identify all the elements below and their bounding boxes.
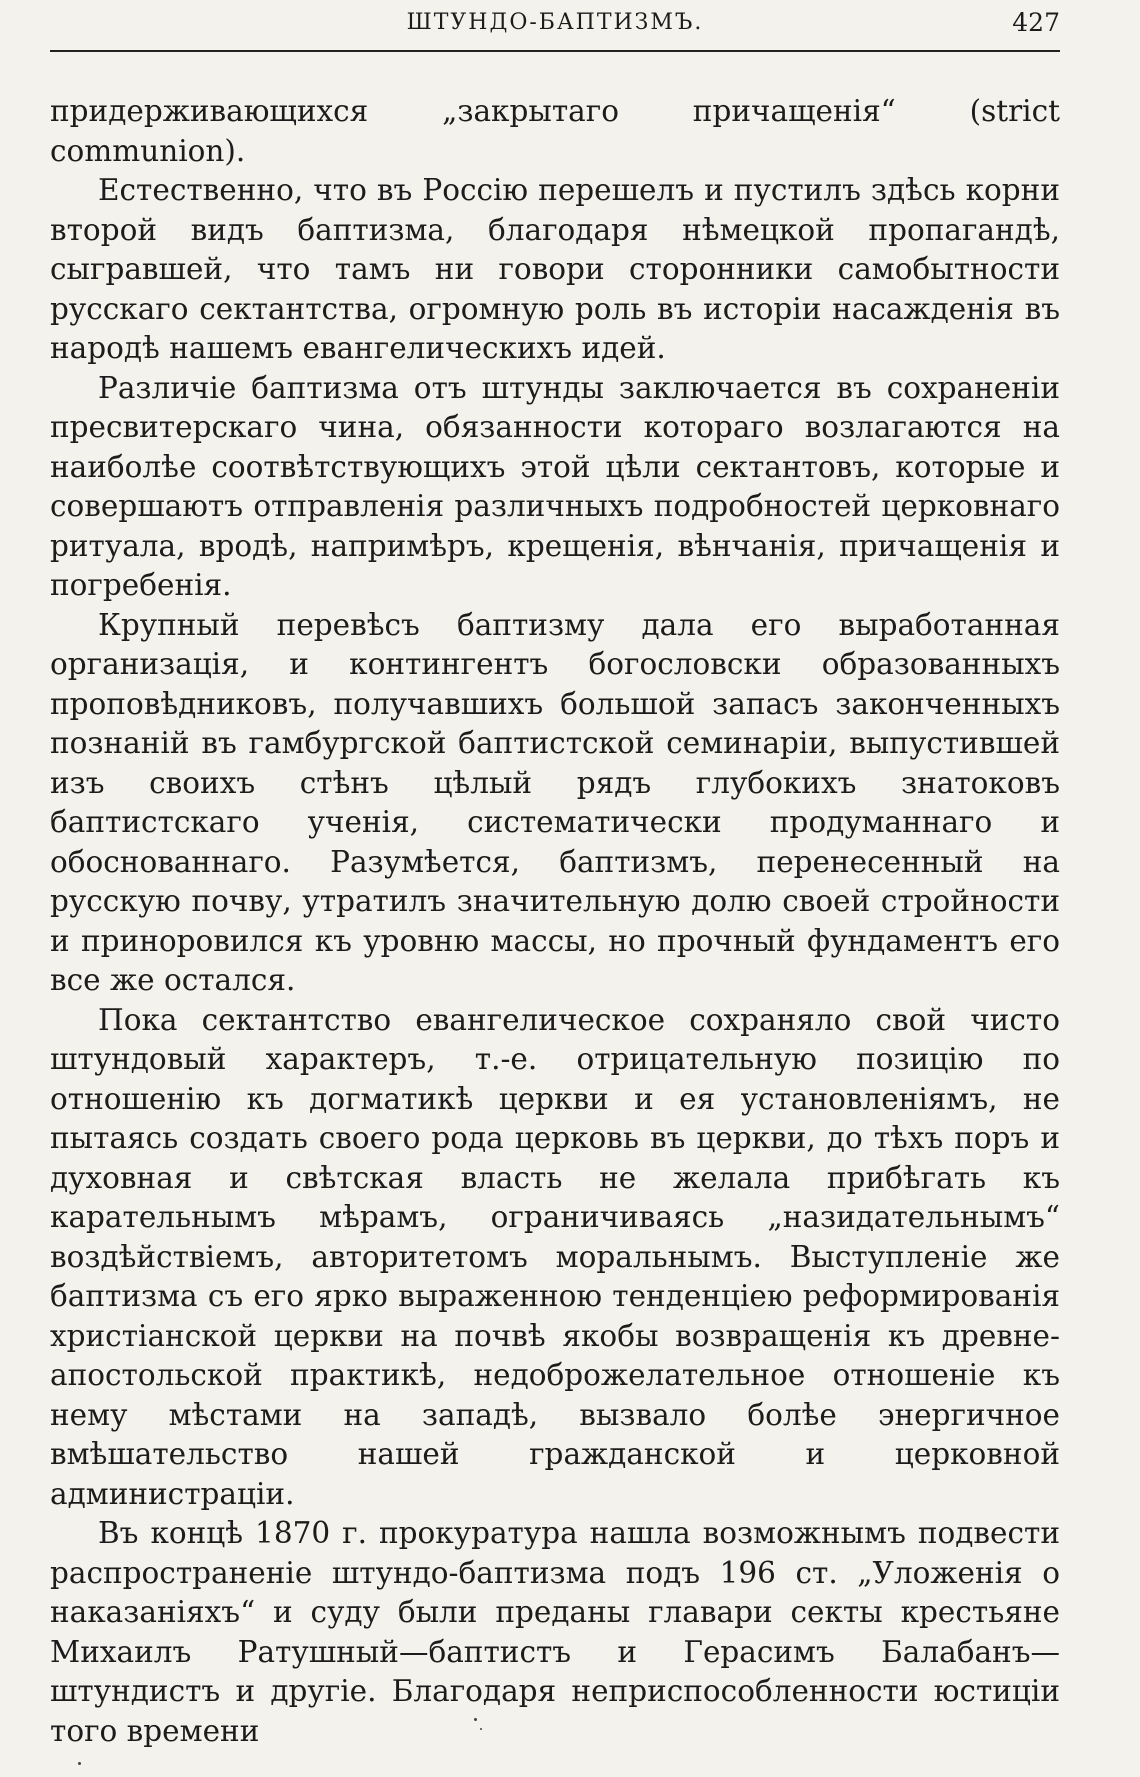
running-head: ШТУНДО-БАПТИЗМЪ. xyxy=(406,10,704,35)
paragraph: Различіе баптизма отъ штунды заключается въ сохраненіи пресвитерскаго чина, обязанности котораго возлагаются на наиболѣе соотвѣтствующихъ этой цѣли сектантовъ, которые и совершаютъ отправленія различныхъ подробностей церковнаго ритуала, вродѣ, напримѣръ, крещенія, вѣнчанія, причащенія и погребенія. xyxy=(50,370,1060,602)
ink-speck xyxy=(78,1762,81,1765)
paragraph-continuation: придерживающихся „закрытаго причащенія“ (strict communion). xyxy=(50,94,1060,168)
book-page xyxy=(50,0,1060,1751)
paragraph: Естественно, что въ Россію перешелъ и пустилъ здѣсь корни второй видъ баптизма, благодаря нѣмецкой пропагандѣ, сыгравшей, что тамъ ни говори сторонники самобытности русскаго сектантства, огромную роль въ исторіи насажденія въ народѣ нашемъ евангелическихъ идей. xyxy=(50,173,1060,365)
page-number: 427 xyxy=(1012,8,1060,37)
paragraph: Въ концѣ 1870 г. прокуратура нашла возможнымъ подвести распространеніе штундо-баптизма подъ 196 ст. „Уложенія о наказаніяхъ“ и суду были преданы главари секты крестьяне Михаилъ Ратушный—баптистъ и Герасимъ Балабанъ—штундистъ и другіе. Благодаря неприспособленности юстиціи того времени xyxy=(50,1516,1060,1748)
body-text xyxy=(50,92,1060,1751)
page-header xyxy=(50,6,1060,52)
paragraph: Пока сектантство евангелическое сохраняло свой чисто штундовый характеръ, т.-е. отрицательную позицію по отношенію къ догматикѣ церкви и ея установленіямъ, не пытаясь создать своего рода церковь въ церкви, до тѣхъ поръ и духовная и свѣтская власть не желала прибѣгать къ карательнымъ мѣрамъ, ограничиваясь „назидательнымъ“ воздѣйствіемъ, авторитетомъ моральнымъ. Выступленіе же баптизма съ его ярко выраженною тенденціею реформированія христіанской церкви на почвѣ якобы возвращенія къ древне-апостольской практикѣ, недоброжелательное отношеніе къ нему мѣстами на западѣ, вызвало болѣе энергичное вмѣшательство нашей гражданской и церковной администраціи. xyxy=(50,1002,1060,1511)
paragraph: Крупный перевѣсъ баптизму дала его выработанная организація, и контингентъ богословски образованныхъ проповѣдниковъ, получавшихъ большой запасъ законченныхъ познаній въ гамбургской баптистской семинаріи, выпустившей изъ своихъ стѣнъ цѣлый рядъ глубокихъ знатоковъ баптистскаго ученія, систематически продуманнаго и обоснованнаго. Разумѣется, баптизмъ, перенесенный на русскую почву, утратилъ значительную долю своей стройности и приноровился къ уровню массы, но прочный фундаментъ его все же остался. xyxy=(50,607,1060,997)
